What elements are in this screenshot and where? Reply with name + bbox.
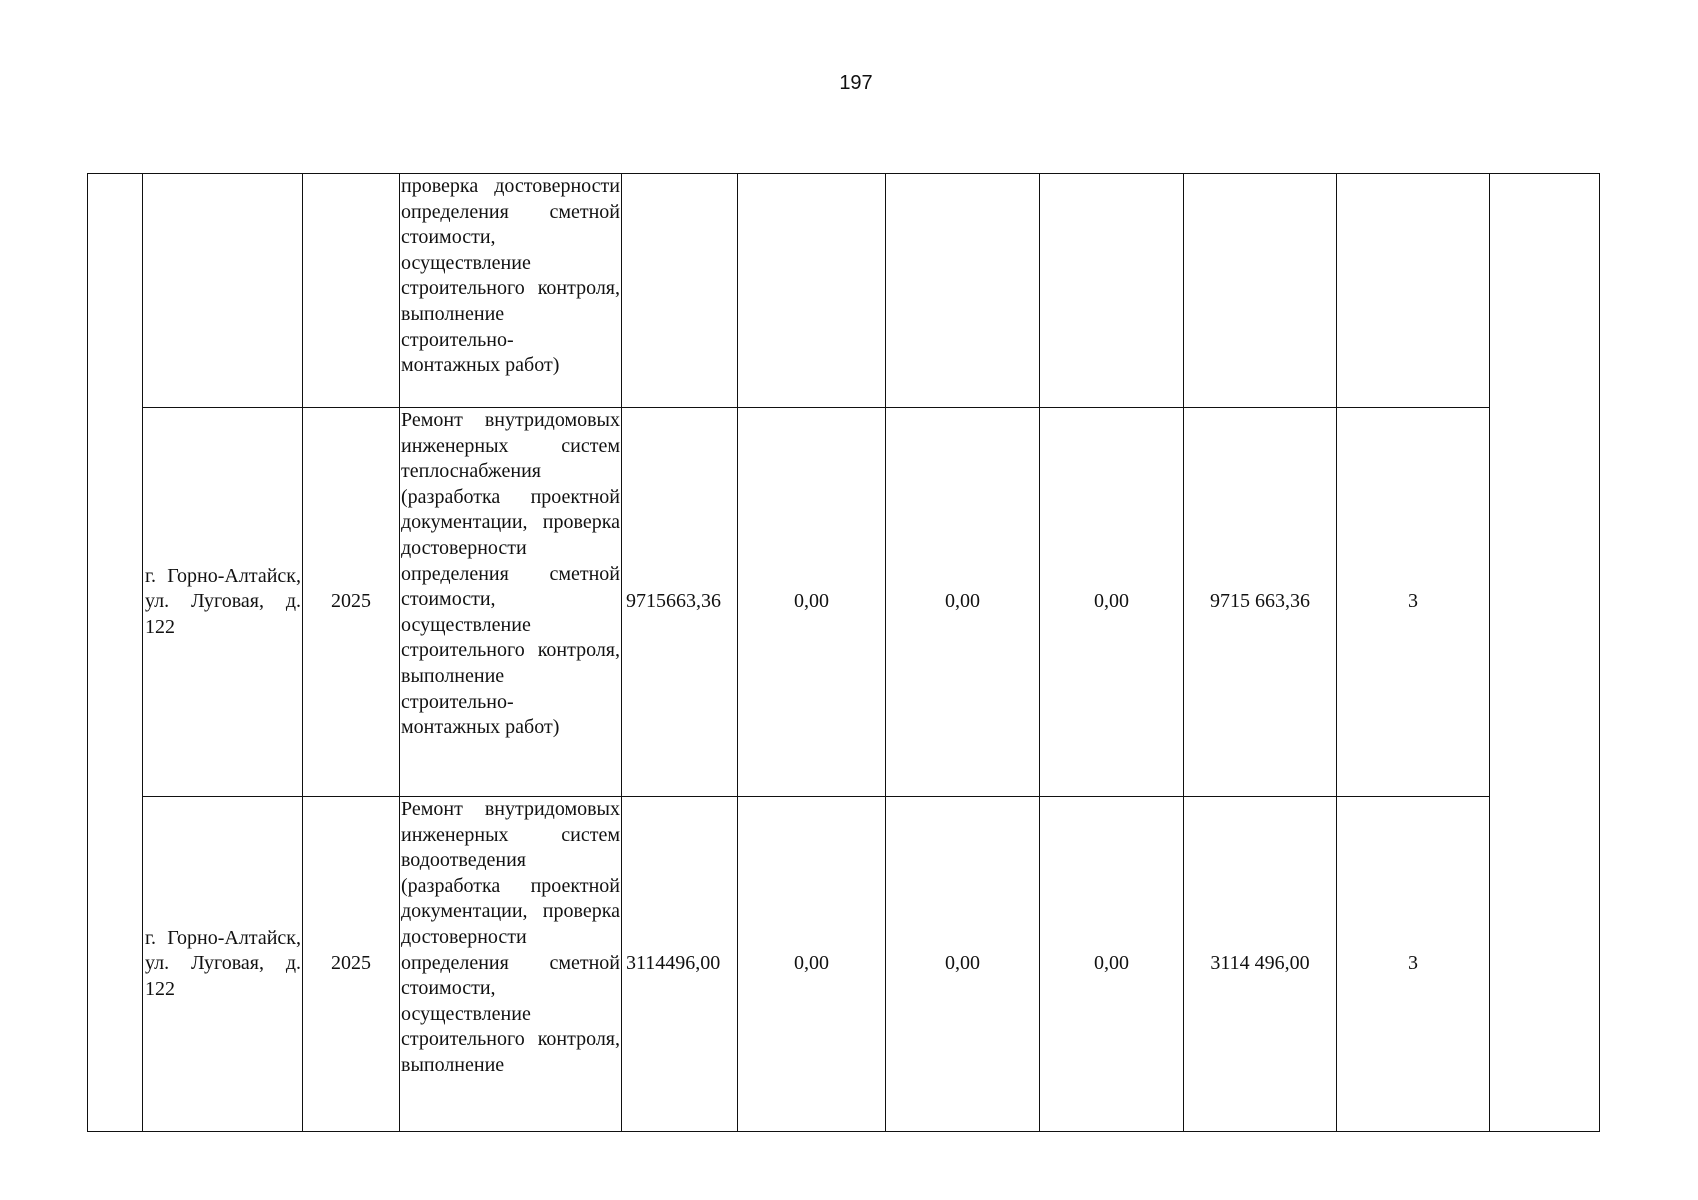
notes-cell bbox=[1490, 174, 1600, 1132]
table-row bbox=[88, 408, 1600, 797]
total-cost-cell: 3114496,00 bbox=[622, 797, 738, 1132]
federal-budget-cell bbox=[738, 174, 886, 408]
number-cell bbox=[88, 174, 143, 1132]
year-cell: 2025 bbox=[303, 408, 400, 797]
owners-funds-cell: 9715 663,36 bbox=[1184, 408, 1337, 797]
works-table bbox=[87, 173, 1600, 1132]
work-description-cell bbox=[400, 174, 622, 408]
regional-budget-cell: 0,00 bbox=[886, 408, 1040, 797]
address-cell bbox=[143, 174, 303, 408]
work-description: проверка достоверности определения сметной стоимости, осуществление строительного контроля, выполнение строительно- монтажных работ) bbox=[401, 175, 620, 377]
table-row bbox=[88, 174, 1600, 408]
regional-budget-cell bbox=[886, 174, 1040, 408]
federal-budget-cell: 0,00 bbox=[738, 408, 886, 797]
quantity-cell bbox=[1337, 174, 1490, 408]
work-description: Ремонт внутридомовых инженерных систем теплоснабжения (разработка проектной документации, проверка достоверности определения сметной стоимости, осуществление строительного контроля, выполнение строительно- монтажных работ) bbox=[401, 409, 620, 739]
address-cell: г. Горно-Алтайск, ул. Луговая, д. 122 bbox=[143, 408, 303, 797]
quantity-cell: 3 bbox=[1337, 797, 1490, 1132]
total-cost-cell: 9715663,36 bbox=[622, 408, 738, 797]
year-cell bbox=[303, 174, 400, 408]
work-description-cell bbox=[400, 408, 622, 797]
total-cost-cell bbox=[622, 174, 738, 408]
address-cell: г. Горно-Алтайск, ул. Луговая, д. 122 bbox=[143, 797, 303, 1132]
local-budget-cell bbox=[1040, 174, 1184, 408]
local-budget-cell: 0,00 bbox=[1040, 408, 1184, 797]
quantity-cell: 3 bbox=[1337, 408, 1490, 797]
owners-funds-cell: 3114 496,00 bbox=[1184, 797, 1337, 1132]
table-row bbox=[88, 797, 1600, 1132]
federal-budget-cell: 0,00 bbox=[738, 797, 886, 1132]
work-description: Ремонт внутридомовых инженерных систем водоотведения (разработка проектной документации, проверка достоверности определения сметной стоимости, осуществление строительного контроля, выполнение bbox=[401, 798, 620, 1076]
owners-funds-cell bbox=[1184, 174, 1337, 408]
local-budget-cell: 0,00 bbox=[1040, 797, 1184, 1132]
regional-budget-cell: 0,00 bbox=[886, 797, 1040, 1132]
work-description-cell bbox=[400, 797, 622, 1132]
year-cell: 2025 bbox=[303, 797, 400, 1132]
page-number: 197 bbox=[839, 72, 873, 94]
